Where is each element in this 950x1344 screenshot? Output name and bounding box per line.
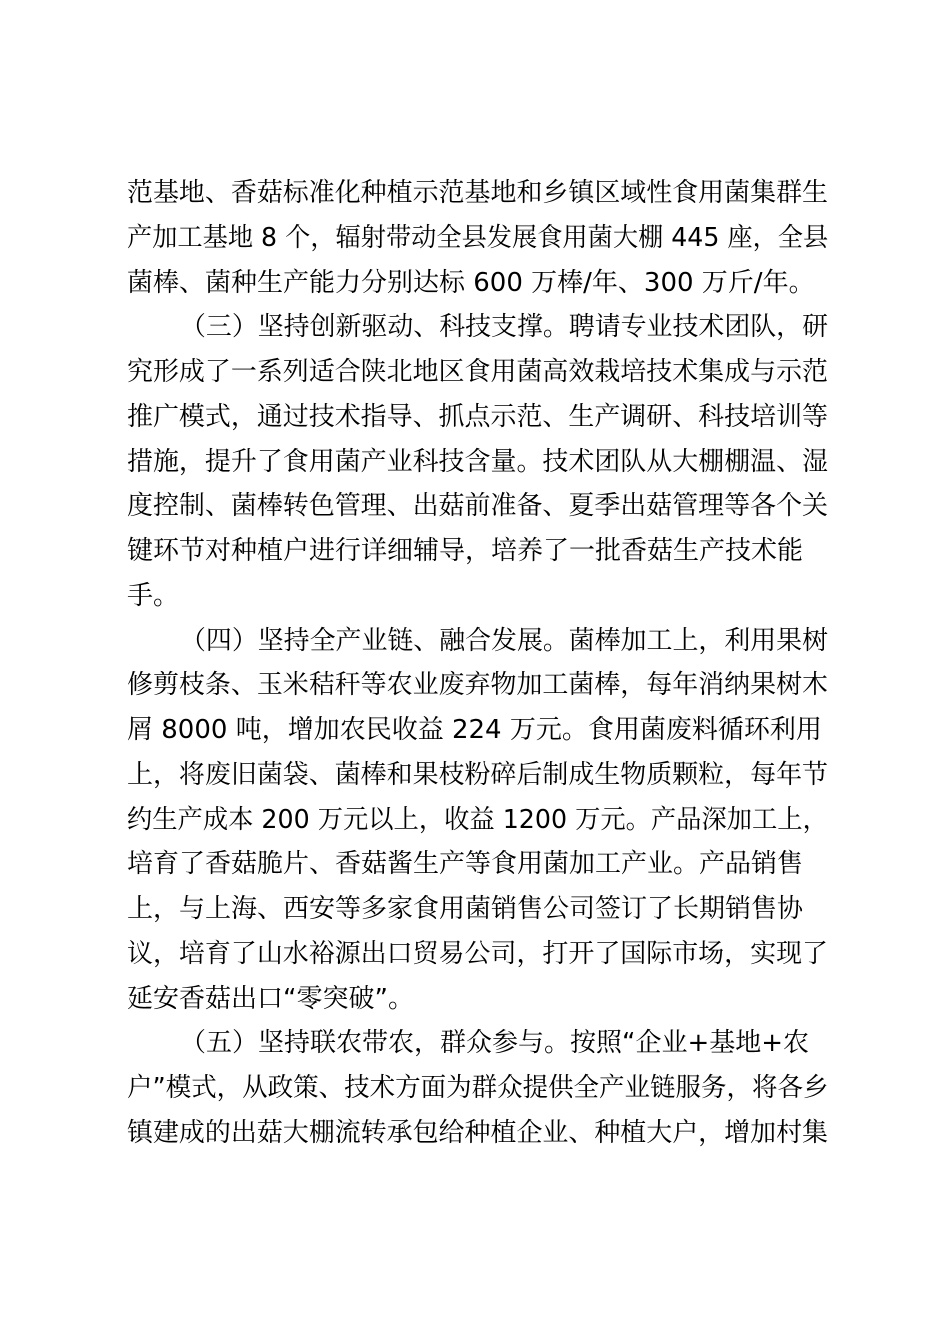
text-line: 修剪枝条、玉米秸秆等农业废弃物加工菌棒，每年消纳果树木 [127, 670, 829, 701]
text-line: 上，与上海、西安等多家食用菌销售公司签订了长期销售协 [127, 894, 804, 924]
text-line: 延安香菇出口“零突破”。 [127, 983, 414, 1014]
text-line: 议，培育了山水裕源出口贸易公司，打开了国际市场，实现了 [127, 938, 829, 969]
text-line: 菌棒、菌种生产能力分别达标 600 万棒/年、300 万斤/年。 [127, 267, 815, 298]
text-line: 键环节对种植户进行详细辅导，培养了一批香菇生产技术能 [127, 536, 804, 566]
text-line: （三）坚持创新驱动、科技支撑。聘请专业技术团队，研 [180, 312, 829, 343]
text-line: 手。 [127, 580, 180, 611]
text-line: （五）坚持联农带农，群众参与。按照“企业+基地+农 [180, 1028, 810, 1059]
text-line: 推广模式，通过技术指导、抓点示范、生产调研、科技培训等 [127, 401, 829, 432]
text-line: 培育了香菇脆片、香菇酱生产等食用菌加工产业。产品销售 [127, 849, 804, 880]
text-line: 户”模式，从政策、技术方面为群众提供全产业链服务，将各乡 [127, 1073, 829, 1103]
text-line: 产加工基地 8 个，辐射带动全县发展食用菌大棚 445 座，全县 [127, 222, 829, 253]
text-line: （四）坚持全产业链、融合发展。菌棒加工上，利用果树 [180, 625, 829, 656]
text-line: 措施，提升了食用菌产业科技含量。技术团队从大棚棚温、湿 [127, 446, 829, 477]
text-line: 度控制、菌棒转色管理、出菇前准备、夏季出菇管理等各个关 [127, 491, 829, 522]
text-line: 镇建成的出菇大棚流转承包给种植企业、种植大户，增加村集 [127, 1117, 829, 1148]
text-line: 上，将废旧菌袋、菌棒和果枝粉碎后制成生物质颗粒，每年节 [127, 759, 829, 790]
text-line: 约生产成本 200 万元以上，收益 1200 万元。产品深加工上， [127, 804, 828, 835]
text-line: 范基地、香菇标准化种植示范基地和乡镇区域性食用菌集群生 [127, 178, 829, 208]
text-line: 屑 8000 吨，增加农民收益 224 万元。食用菌废料循环利用 [127, 715, 822, 745]
text-line: 究形成了一系列适合陕北地区食用菌高效栽培技术集成与示范 [127, 357, 829, 387]
